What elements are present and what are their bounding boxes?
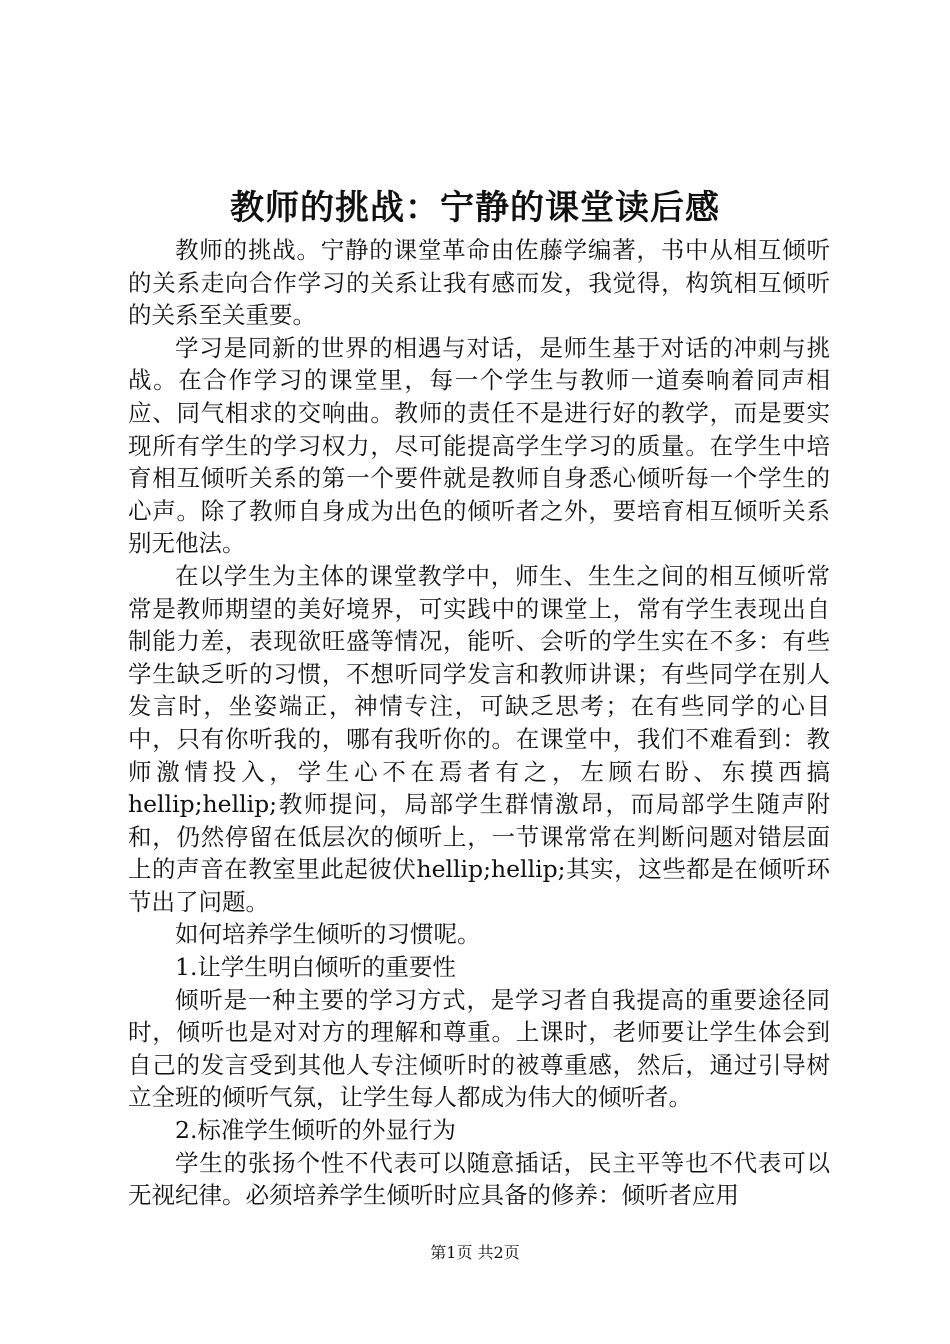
document-body — [128, 234, 830, 1212]
paragraph: 学生的张扬个性不代表可以随意插话，民主平等也不代表可以无视纪律。必须培养学生倾听时应具备的修养：倾听者应用 — [128, 1148, 830, 1210]
paragraph: 在以学生为主体的课堂教学中，师生、生生之间的相互倾听常常是教师期望的美好境界，可实践中的课堂上，常有学生表现出自制能力差，表现欲旺盛等情况，能听、会听的学生实在不多：有些学生缺乏听的习惯，不想听同学发言和教师讲课；有些同学在别人发言时，坐姿端正，神情专注，可缺乏思考；在有些同学的心目中，只有你听我的，哪有我听你的。在课堂中，我们不难看到：教师激情投入，学生心不在焉者有之，左顾右盼、东摸西搞hellip;hellip;教师提问，局部学生群情激昂，而局部学生随声附和，仍然停留在低层次的倾听上，一节课常常在判断问题对错层面上的声音在教室里此起彼伏hellip;hellip;其实，这些都是在倾听环节出了问题。 — [128, 561, 830, 916]
section-heading: 2.标准学生倾听的外显行为 — [175, 1116, 456, 1145]
paragraph: 教师的挑战。宁静的课堂革命由佐藤学编著，书中从相互倾听的关系走向合作学习的关系让我有感而发，我觉得，构筑相互倾听的关系至关重要。 — [128, 236, 830, 330]
paragraph: 如何培养学生倾听的习惯呢。 — [175, 920, 481, 949]
document-title: 教师的挑战：宁静的课堂读后感 — [230, 188, 720, 228]
section-heading: 1.让学生明白倾听的重要性 — [175, 953, 456, 982]
paragraph: 学习是同新的世界的相遇与对话，是师生基于对话的冲刺与挑战。在合作学习的课堂里，每一个学生与教师一道奏响着同声相应、同气相求的交响曲。教师的责任不是进行好的教学，而是要实现所有学生的学习权力，尽可能提高学生学习的质量。在学生中培育相互倾听关系的第一个要件就是教师自身悉心倾听每一个学生的心声。除了教师自身成为出色的倾听者之外，要培育相互倾听关系别无他法。 — [128, 333, 830, 558]
page-footer: 第1页 共2页 — [430, 1243, 520, 1262]
paragraph: 倾听是一种主要的学习方式，是学习者自我提高的重要途径同时，倾听也是对对方的理解和尊重。上课时，老师要让学生体会到自己的发言受到其他人专注倾听时的被尊重感，然后，通过引导树立全班的倾听气氛，让学生每人都成为伟大的倾听者。 — [128, 985, 830, 1112]
